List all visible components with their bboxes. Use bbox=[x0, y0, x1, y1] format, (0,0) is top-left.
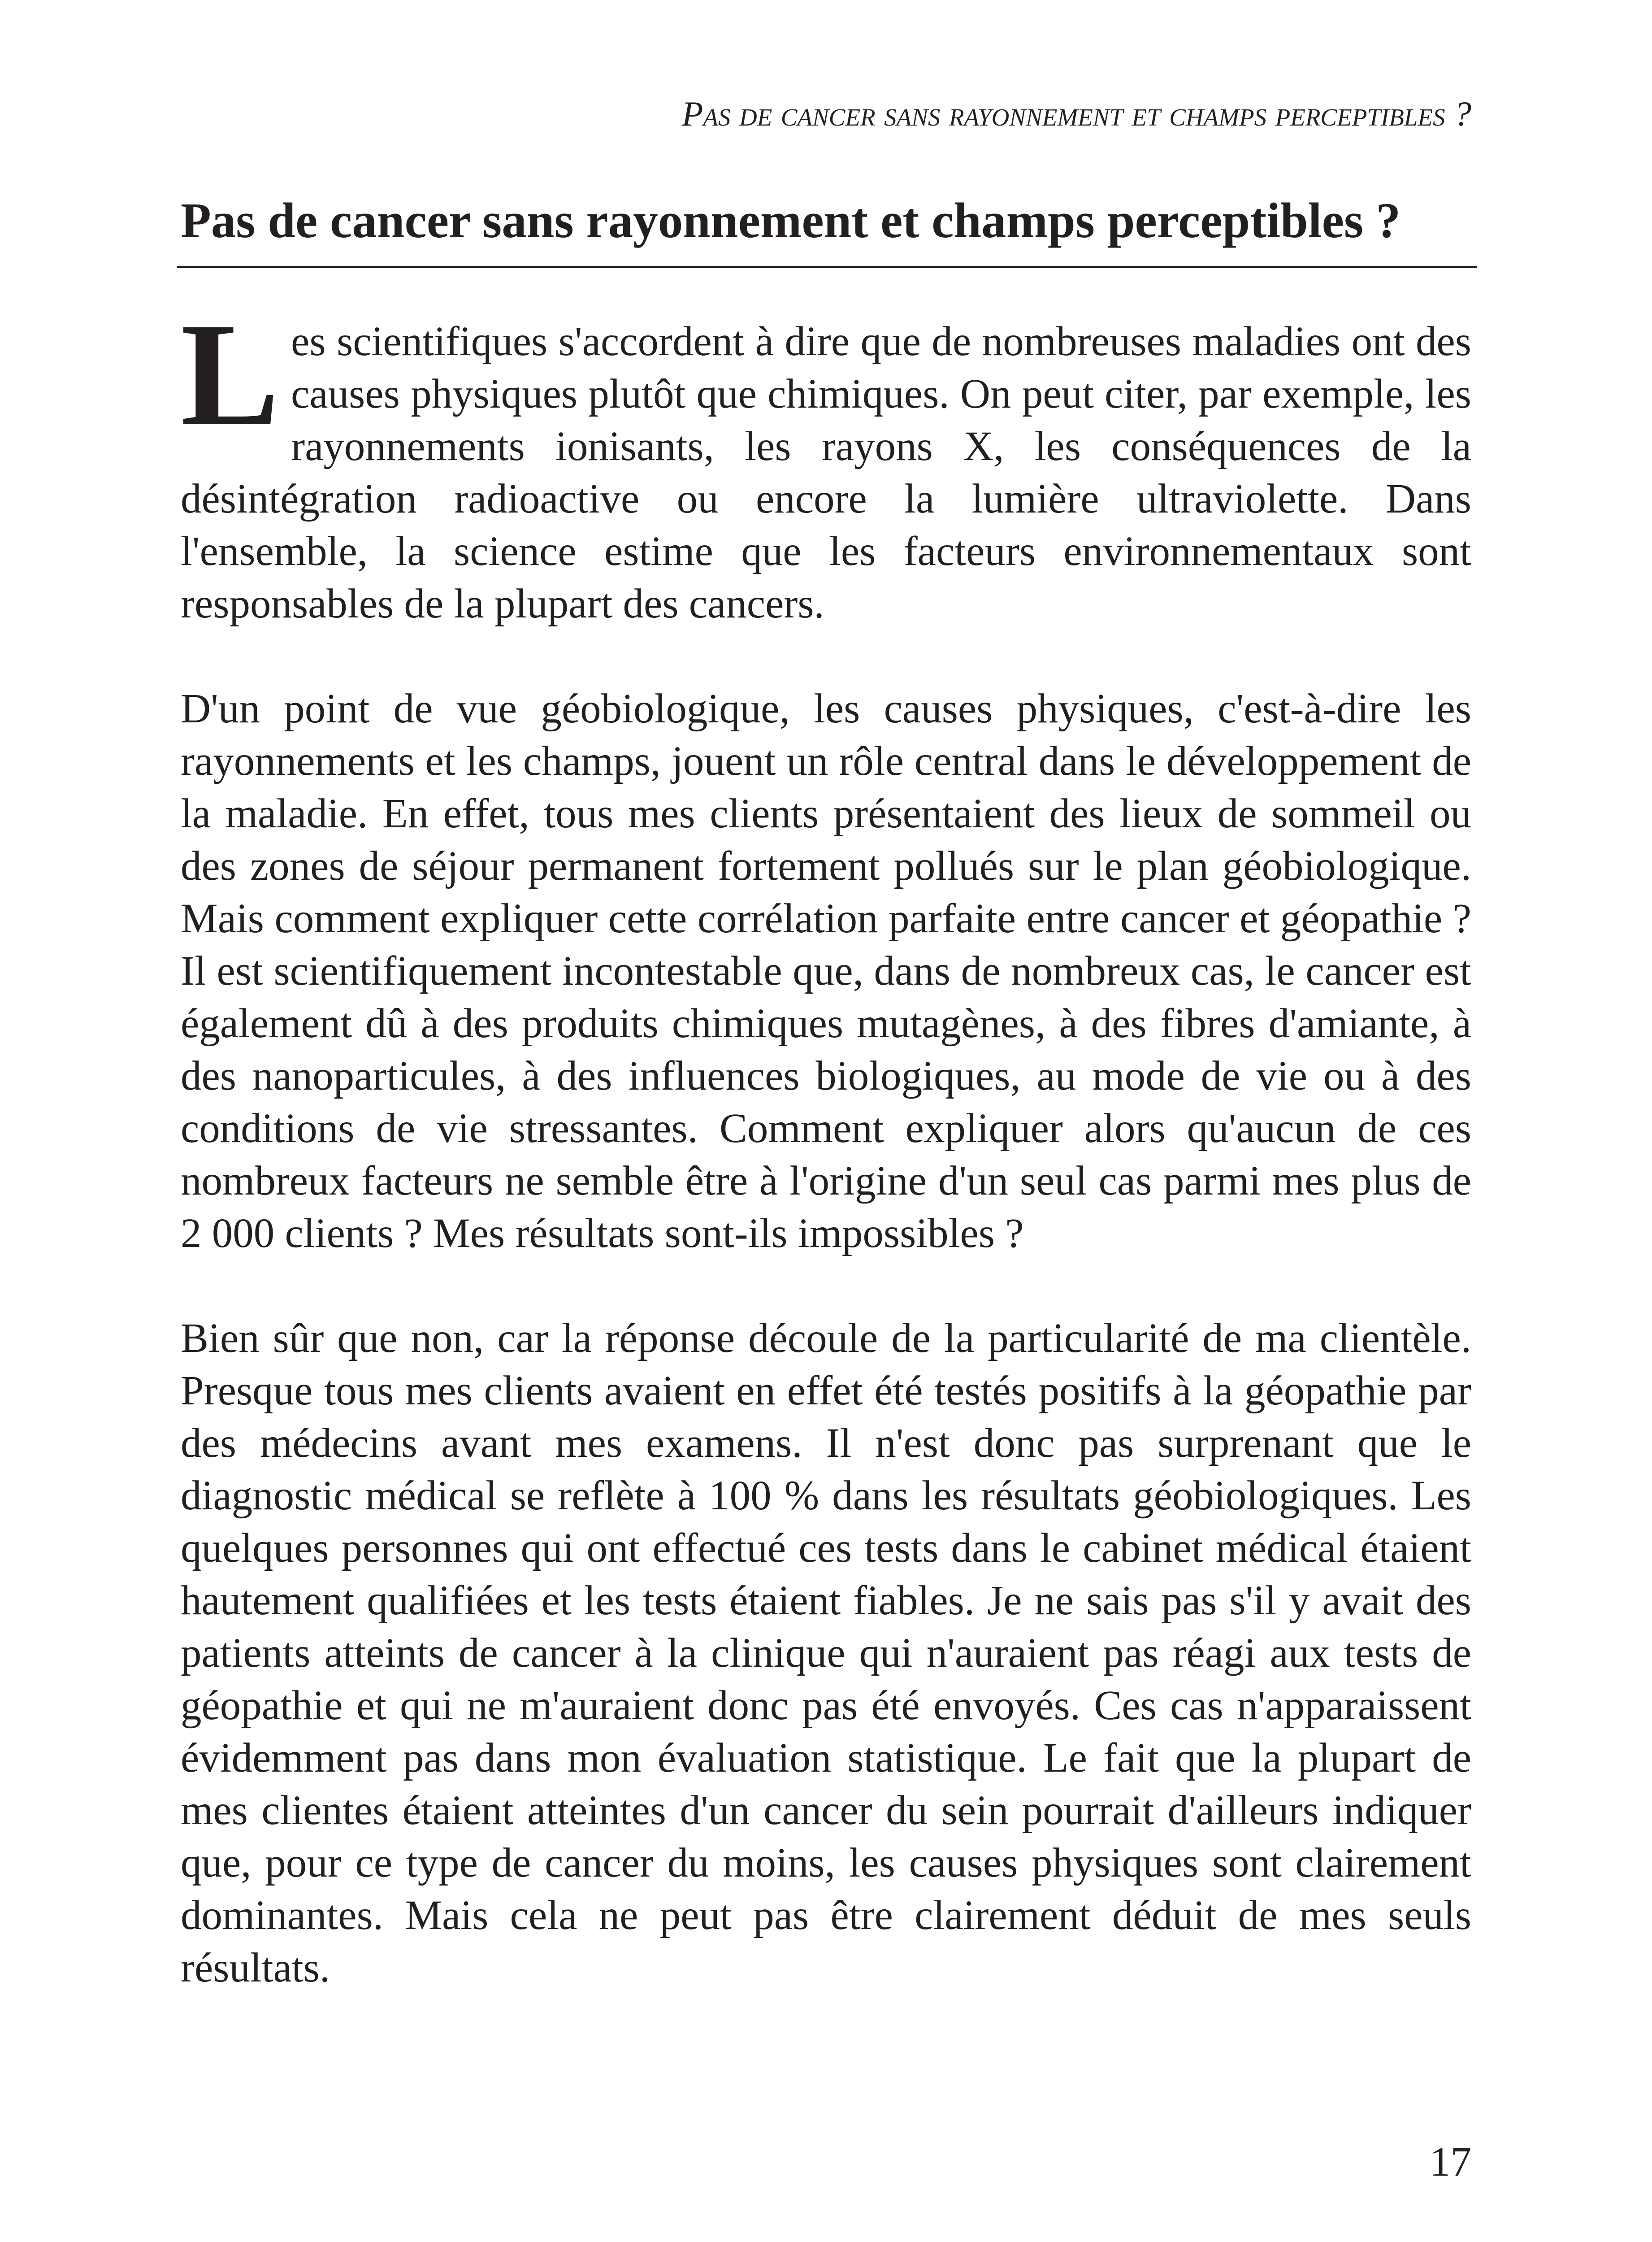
title-rule bbox=[177, 266, 1477, 268]
paragraph-1-text: es scientifiques s'accordent à dire que de nombreuses maladies ont des causes physiques plutôt que chimiques. On peut citer, par exemple, les rayonnements ionisants, les rayons X, les conséquences de la désintégration radioactive ou encore la lumière ultraviolette. Dans l'ensemble, la science estime que les facteurs environnementaux sont responsables de la plupart des cancers. bbox=[181, 318, 1471, 627]
paragraph-3: Bien sûr que non, car la réponse découle de la particularité de ma clientèle. Presque tous mes clients avaient en effet été testés positifs à la géopathie par des médecins avant mes examens. Il n'est donc pas surprenant que le diagnostic médical se reflète à 100 % dans les résultats géobiologiques. Les quelques personnes qui ont effectué ces tests dans le cabinet médical étaient hautement qualifiées et les tests étaient fiables. Je ne sais pas s'il y avait des patients atteints de cancer à la clinique qui n'auraient pas réagi aux tests de géopathie et qui ne m'auraient donc pas été envoyés. Ces cas n'apparaissent évidemment pas dans mon évaluation statistique. Le fait que la plupart de mes clientes étaient atteintes d'un cancer du sein pourrait d'ailleurs indiquer que, pour ce type de cancer du moins, les causes physiques sont clairement dominantes. Mais cela ne peut pas être clairement déduit de mes seuls résultats. bbox=[181, 1315, 1471, 1991]
page-number: 17 bbox=[1430, 2139, 1471, 2185]
drop-cap: L bbox=[181, 293, 280, 456]
running-header: Pas de cancer sans rayonnement et champs perceptibles ? bbox=[681, 94, 1471, 133]
chapter-title: Pas de cancer sans rayonnement et champs perceptibles ? bbox=[181, 193, 1401, 248]
paragraph-1 bbox=[181, 293, 1471, 630]
body-text bbox=[181, 293, 1471, 1994]
paragraph-2: D'un point de vue géobiologique, les causes physiques, c'est-à-dire les rayonnements et les champs, jouent un rôle central dans le développement de la maladie. En effet, tous mes clients présentaient des lieux de sommeil ou des zones de séjour permanent fortement pollués sur le plan géobiologique. Mais comment expliquer cette corrélation parfaite entre cancer et géopathie ? Il est scientifiquement incontestable que, dans de nombreux cas, le cancer est également dû à des produits chimiques mutagènes, à des fibres d'amiante, à des nanoparticules, à des influences biologiques, au mode de vie ou à des conditions de vie stressantes. Comment expliquer alors qu'aucun de ces nombreux facteurs ne semble être à l'origine d'un seul cas parmi mes plus de 2 000 clients ? Mes résultats sont-ils impossibles ? bbox=[181, 686, 1471, 1256]
